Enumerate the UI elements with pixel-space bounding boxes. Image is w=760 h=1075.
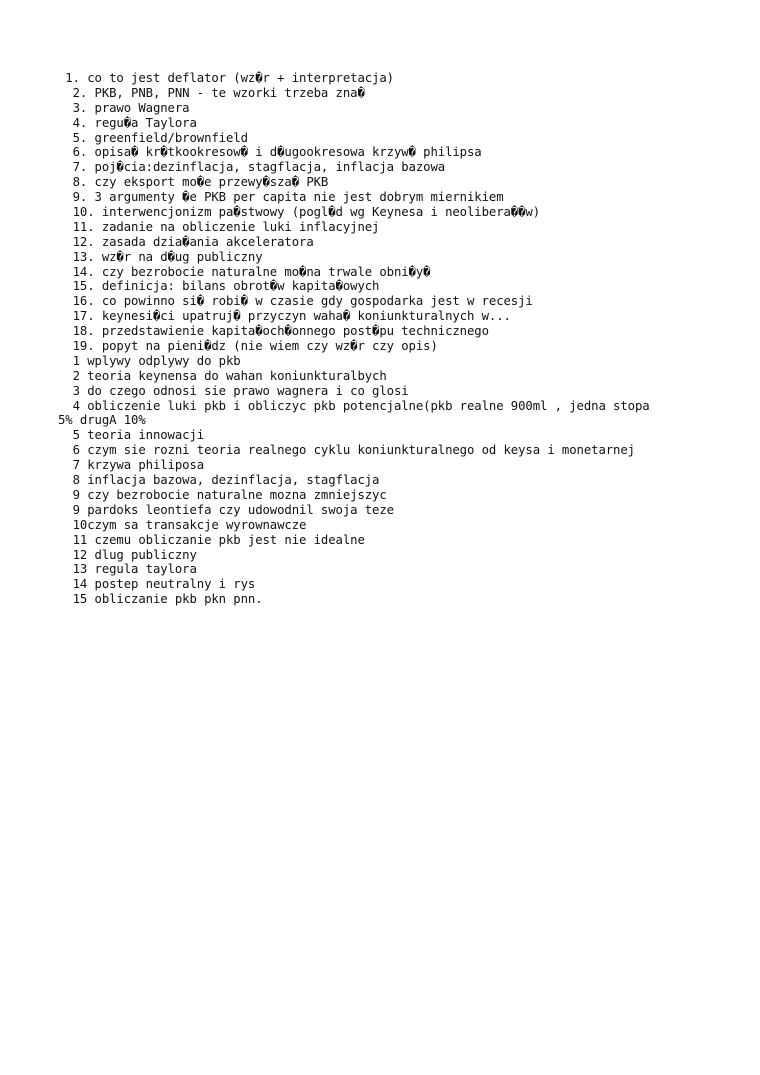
text-line: 2. PKB, PNB, PNN - te wzorki trzeba zna�	[58, 85, 365, 100]
text-line: 6 czym sie rozni teoria realnego cyklu koniunkturalnego od keysa i monetarnej	[58, 443, 635, 458]
text-line: 14 postep neutralny i rys	[58, 577, 256, 592]
text-line: 19. popyt na pieni�dz (nie wiem czy wz�r czy opis)	[58, 339, 438, 354]
text-line: 2 teoria keynensa do wahan koniunkturalbych	[58, 368, 387, 383]
text-line: 3 do czego odnosi sie prawo wagnera i co glosi	[58, 383, 409, 398]
text-line: 1 wplywy odplywy do pkb	[58, 353, 241, 368]
text-line: 11. zadanie na obliczenie luki inflacyjnej	[58, 219, 380, 234]
text-line: 16. co powinno si� robi� w czasie gdy gospodarka jest w recesji	[58, 294, 533, 309]
text-line: 4. regu�a Taylora	[58, 115, 197, 130]
text-line: 15 obliczanie pkb pkn pnn.	[58, 592, 263, 607]
text-line: 7. poj�cia:dezinflacja, stagflacja, inflacja bazowa	[58, 160, 446, 175]
text-line: 12 dlug publiczny	[58, 547, 197, 562]
text-line: 5 teoria innowacji	[58, 428, 205, 443]
text-line: 8 inflacja bazowa, dezinflacja, stagflacja	[58, 473, 380, 488]
text-line: 10. interwencjonizm pa�stwowy (pogl�d wg Keynesa i neolibera��w)	[58, 205, 541, 220]
text-line: 5. greenfield/brownfield	[58, 130, 248, 145]
text-line: 8. czy eksport mo�e przewy�sza� PKB	[58, 175, 329, 190]
text-line: 9. 3 argumenty �e PKB per capita nie jest dobrym miernikiem	[58, 190, 504, 205]
text-line: 7 krzywa philiposa	[58, 458, 205, 473]
text-line: 1. co to jest deflator (wz�r + interpretacja)	[58, 71, 394, 85]
text-line: 13. wz�r na d�ug publiczny	[58, 249, 263, 264]
text-line: 9 czy bezrobocie naturalne mozna zmniejszyc	[58, 487, 387, 502]
text-line: 10czym sa transakcje wyrownawcze	[58, 517, 307, 532]
text-line: 6. opisa� kr�tkookresow� i d�ugookresowa krzyw� philipsa	[58, 145, 482, 160]
text-line: 18. przedstawienie kapita�och�onnego post�pu technicznego	[58, 324, 489, 339]
text-line: 15. definicja: bilans obrot�w kapita�owych	[58, 279, 380, 294]
text-line: 13 regula taylora	[58, 562, 197, 577]
text-line: 17. keynesi�ci upatruj� przyczyn waha� koniunkturalnych w...	[58, 309, 511, 324]
text-line: 3. prawo Wagnera	[58, 100, 190, 115]
text-line: 14. czy bezrobocie naturalne mo�na trwale obni�y�	[58, 264, 431, 279]
question-list	[58, 71, 748, 607]
text-line: 5% drugA 10%	[58, 413, 146, 428]
text-line: 12. zasada dzia�ania akceleratora	[58, 234, 314, 249]
text-line: 11 czemu obliczanie pkb jest nie idealne	[58, 532, 365, 547]
text-line: 4 obliczenie luki pkb i obliczyc pkb potencjalne(pkb realne 900ml , jedna stopa	[58, 398, 650, 413]
text-line: 9 pardoks leontiefa czy udowodnil swoja teze	[58, 502, 394, 517]
